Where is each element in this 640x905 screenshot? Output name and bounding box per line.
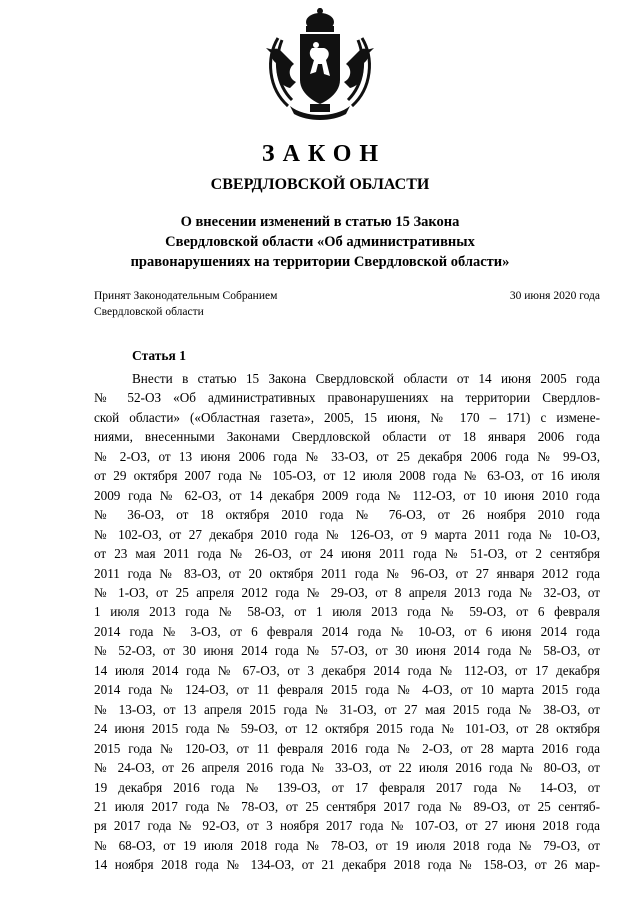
article-line: № 1-ОЗ, от 25 апреля 2012 года № 29-ОЗ, от 8 апреля 2013 года № 32-ОЗ, от — [94, 584, 600, 600]
article-line: № 102-ОЗ, от 27 декабря 2010 года № 126-ОЗ, от 9 марта 2011 года № 10-ОЗ, — [94, 526, 600, 542]
article-line: 1 июля 2013 года № 58-ОЗ, от 1 июля 2013 года № 59-ОЗ, от 6 февраля — [94, 604, 600, 620]
article-line: 2015 года № 120-ОЗ, от 11 февраля 2016 года № 2-ОЗ, от 28 марта 2016 года — [94, 740, 600, 756]
article-line: от 23 мая 2011 года № 26-ОЗ, от 24 июня 2011 года № 51-ОЗ, от 2 сентября — [94, 546, 600, 562]
article-line: 19 декабря 2016 года № 139-ОЗ, от 17 февраля 2017 года № 14-ОЗ, от — [94, 779, 600, 795]
article-line: 14 ноября 2018 года № 134-ОЗ, от 21 декабря 2018 года № 158-ОЗ, от 26 мар- — [94, 857, 600, 873]
article-line: 2014 года № 124-ОЗ, от 11 февраля 2015 года № 4-ОЗ, от 10 марта 2015 года — [94, 682, 600, 698]
accepted-by-line: Принят Законодательным Собранием — [94, 290, 278, 302]
sverdlovsk-coat-of-arms-icon — [260, 8, 380, 124]
law-title: ЗАКОН — [261, 141, 387, 167]
article-line: 2014 года № 3-ОЗ, от 6 февраля 2014 года № 10-ОЗ, от 6 июня 2014 года — [94, 623, 600, 639]
article-line: ской области» («Областная газета», 2005, 15 июня, № 170 – 171) с измене- — [94, 409, 600, 425]
accepted-date: 30 июня 2020 года — [509, 290, 600, 302]
article-line: № 2-ОЗ, от 13 июня 2006 года № 33-ОЗ, от 25 декабря 2006 года № 99-ОЗ, — [94, 448, 600, 464]
article-line: № 68-ОЗ, от 19 июля 2018 года № 78-ОЗ, от 19 июля 2018 года № 79-ОЗ, от — [94, 837, 600, 853]
article-line: 21 июля 2017 года № 78-ОЗ, от 25 сентября 2017 года № 89-ОЗ, от 25 сентяб- — [94, 798, 600, 814]
law-subject-line: О внесении изменений в статью 15 Закона — [180, 214, 460, 230]
article-line: 2009 года № 62-ОЗ, от 14 декабря 2009 года № 112-ОЗ, от 10 июня 2010 года — [94, 487, 600, 503]
article-line: № 36-ОЗ, от 18 октября 2010 года № 76-ОЗ, от 26 ноября 2010 года — [94, 507, 600, 523]
article-body — [94, 369, 600, 875]
article-line: № 13-ОЗ, от 13 апреля 2015 года № 31-ОЗ, от 27 мая 2015 года № 38-ОЗ, от — [94, 701, 600, 717]
law-subject-line: Свердловской области «Об административных — [165, 234, 475, 250]
law-subject-line: правонарушениях на территории Свердловской области» — [130, 254, 510, 270]
law-subject — [90, 212, 550, 272]
article-line: 24 июня 2015 года № 59-ОЗ, от 12 октября 2015 года № 101-ОЗ, от 28 октября — [94, 721, 600, 737]
region-title: СВЕРДЛОВСКОЙ ОБЛАСТИ — [210, 176, 430, 193]
accepted-by-line: Свердловской области — [94, 306, 204, 318]
article-line: 14 июля 2014 года № 67-ОЗ, от 3 декабря 2014 года № 112-ОЗ, от 17 декабря — [94, 662, 600, 678]
article-line: 2011 года № 83-ОЗ, от 20 октября 2011 года № 96-ОЗ, от 27 января 2012 года — [94, 565, 600, 581]
article-line: от 29 октября 2007 года № 105-ОЗ, от 12 июля 2008 года № 63-ОЗ, от 16 июля — [94, 468, 600, 484]
article-line: ря 2017 года № 92-ОЗ, от 3 ноября 2017 года № 107-ОЗ, от 27 июня 2018 года — [94, 818, 600, 834]
accepted-by — [94, 288, 277, 320]
article-line: Внести в статью 15 Закона Свердловской области от 14 июня 2005 года — [132, 371, 600, 386]
article-line: ниями, внесенными Законами Свердловской области от 18 января 2006 года — [94, 429, 600, 445]
article-heading: Статья 1 — [132, 348, 186, 363]
article-line: № 52-ОЗ «Об административных правонарушениях на территории Свердлов- — [94, 390, 600, 406]
article-line: № 24-ОЗ, от 26 апреля 2016 года № 33-ОЗ, от 22 июля 2016 года № 80-ОЗ, от — [94, 760, 600, 776]
article-line: № 52-ОЗ, от 30 июня 2014 года № 57-ОЗ, от 30 июня 2014 года № 58-ОЗ, от — [94, 643, 600, 659]
